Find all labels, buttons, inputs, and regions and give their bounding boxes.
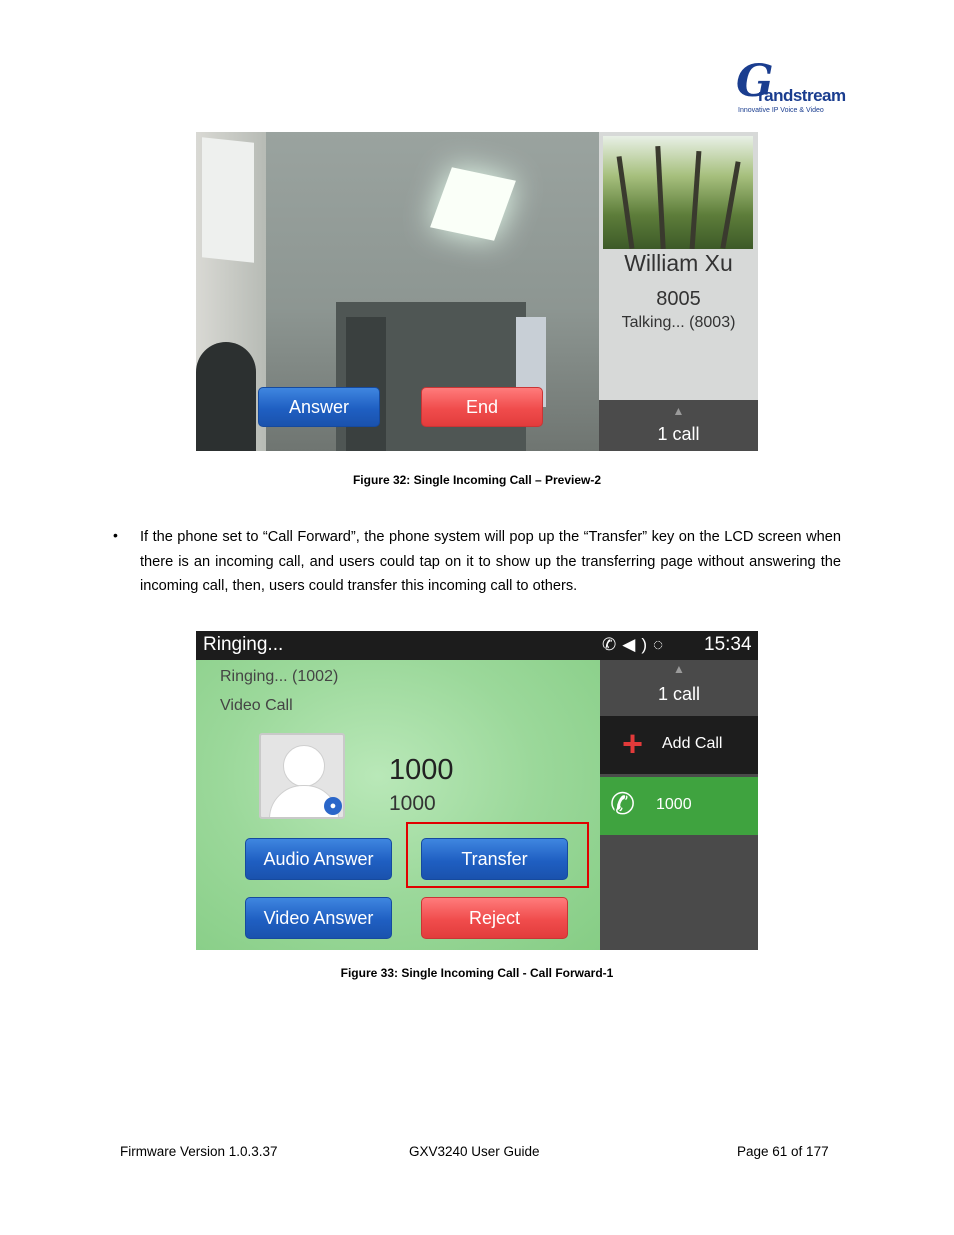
footer-guide-title: GXV3240 User Guide — [409, 1144, 540, 1159]
incoming-call-panel — [196, 660, 600, 950]
end-button[interactable]: End — [421, 387, 543, 427]
call-list-panel — [600, 660, 758, 950]
figure-33-screenshot — [196, 631, 758, 950]
call-forward-paragraph: If the phone set to “Call Forward”, the phone system will pop up the “Transfer” key on the LCD screen when there is an incoming call, and users could tap on it to show up the transferring page without answering the incoming call, then, users could transfer this incoming call to others. — [140, 529, 841, 594]
ringing-line: Ringing... (1002) — [220, 668, 339, 685]
transfer-highlight-box — [406, 822, 589, 888]
logo-initial: G — [736, 56, 774, 107]
reject-button[interactable]: Reject — [421, 897, 568, 939]
active-call-number: 1000 — [656, 796, 692, 813]
answer-button[interactable]: Answer — [258, 387, 380, 427]
volume-icon: ◀) — [622, 635, 653, 654]
chevron-up-icon: ▲ — [673, 662, 685, 676]
caller-sub-number: 1000 — [389, 792, 436, 815]
call-type: Video Call — [220, 697, 293, 714]
call-list-handle[interactable] — [599, 400, 758, 451]
status-icons — [602, 635, 669, 655]
transfer-button[interactable]: Transfer — [421, 838, 568, 880]
phone-status-icon: ✆ — [602, 635, 623, 654]
figure-33-caption: Figure 33: Single Incoming Call - Call Forward-1 — [340, 966, 614, 980]
preview-calendar — [202, 137, 254, 262]
sync-icon: ◌ — [653, 635, 670, 654]
preview-cubicle-edge — [346, 317, 386, 451]
call-count: 1 call — [657, 424, 700, 444]
add-call-label: Add Call — [662, 735, 723, 752]
logo-tagline: Innovative IP Voice & Video — [738, 107, 824, 114]
preview-ceiling-light — [430, 167, 516, 241]
avatar-head — [283, 745, 325, 787]
call-status: Talking... (8003) — [621, 314, 736, 331]
status-title: Ringing... — [203, 634, 284, 655]
contact-name: William Xu — [624, 250, 733, 276]
call-count: 1 call — [657, 684, 701, 704]
camera-preview — [196, 132, 599, 451]
footer-firmware: Firmware Version 1.0.3.37 — [120, 1144, 278, 1159]
grandstream-logo — [736, 56, 846, 118]
plus-icon: + — [622, 723, 644, 764]
contact-number: 8005 — [656, 288, 701, 310]
caller-avatar — [259, 733, 345, 819]
audio-answer-button[interactable]: Audio Answer — [245, 838, 392, 880]
footer-page-number: Page 61 of 177 — [737, 1144, 829, 1159]
logo-wordmark: randstream — [758, 86, 846, 105]
active-call-item[interactable] — [600, 777, 758, 835]
microphone-icon: ● — [324, 797, 342, 815]
contact-photo — [603, 136, 753, 249]
status-time: 15:34 — [704, 634, 752, 655]
bullet-marker: • — [113, 527, 118, 543]
figure-32-caption: Figure 32: Single Incoming Call – Preview-2 — [352, 473, 602, 487]
status-bar — [196, 631, 758, 660]
chevron-up-icon: ▲ — [672, 404, 685, 418]
incoming-call-icon: ✆ — [610, 788, 636, 821]
preview-chair — [196, 342, 256, 451]
video-answer-button[interactable]: Video Answer — [245, 897, 392, 939]
add-call-button[interactable] — [600, 716, 758, 774]
figure-32-screenshot — [196, 132, 758, 451]
caller-number: 1000 — [389, 754, 454, 786]
